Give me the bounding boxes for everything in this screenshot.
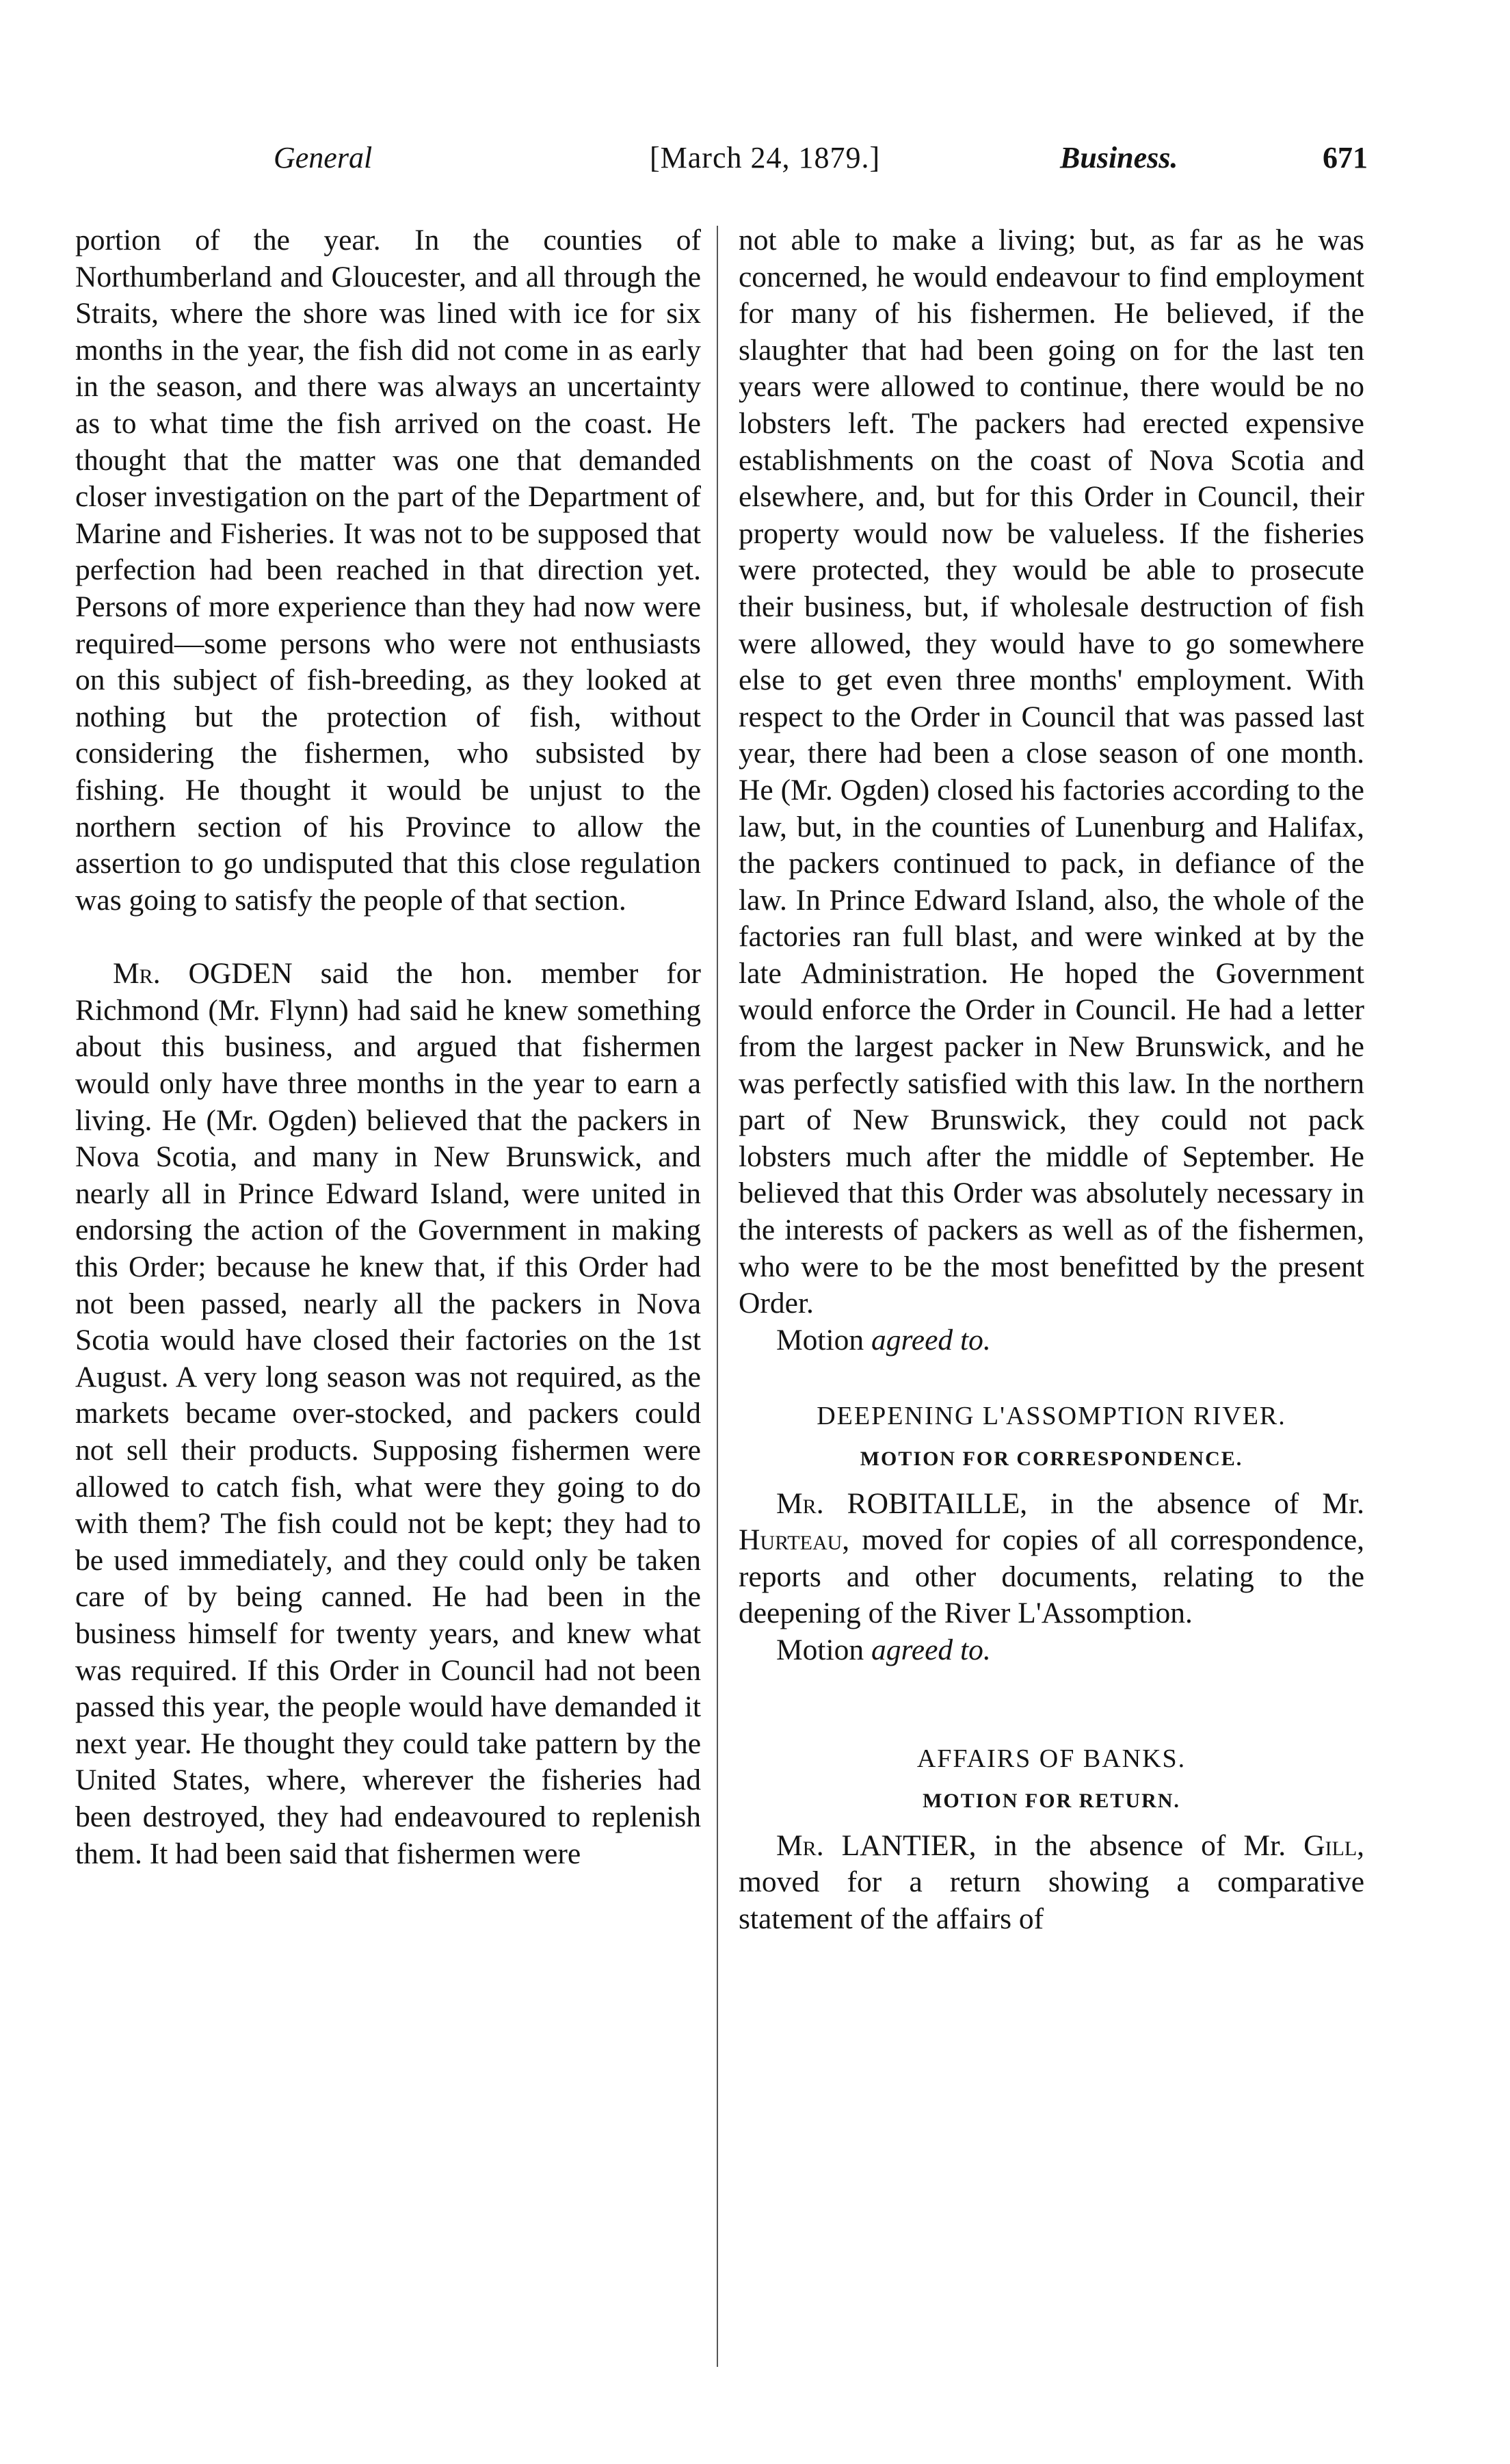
page-number: 671 [1323,141,1368,174]
paragraph-text: in the absence of Mr. [1050,1486,1365,1520]
motion-agreed-2 [739,1632,1364,1669]
running-header [75,140,1368,188]
speaker-name: Mr. LANTIER, [776,1829,977,1862]
left-paragraph-2 [75,956,701,1872]
header-date: [March 24, 1879.] [650,141,881,174]
paragraph-body: moved for a return showing a comparative statement of the affairs of [739,1865,1364,1935]
right-column [739,222,1364,1938]
right-paragraph-1: not able to make a living; but, as far as he was concerned, he would endeavour to find employment for many of his fishermen. He believed, if the slaughter that had been going on for the last ten years were allowed to continue, there would be no lobsters left. The packers had erected expensive establishments on the coast of Nova Scotia and elsewhere, and, but for this Order in Council, their property would now be valueless. If the fisheries were protected, they would be able to prosecute their business, but, if wholesale destruction of fish were allowed, they would have to go somewhere else to get even three months' employment. With respect to the Order in Council that was passed last year, there had been a close season of one month. He (Mr. Ogden) closed his factories according to the law, but, in the counties of Lunenburg and Halifax, the packers continued to pack, in defiance of the law. In Prince Edward Island, also, the whole of the factories ran full blast, and were winked at by the late Administration. He hoped the Government would enforce the Order in Council. He had a letter from the largest packer in New Brunswick, and he was perfectly satisfied with this law. In the northern part of New Brunswick, they could not pack lobsters much after the middle of September. He believed that this Order was absolutely necessary in the interests of packers as well as of the fishermen, who were to be the most benefitted by the present Order. [739,224,1364,1320]
section-heading-deepening: DEEPENING L'ASSOMPTION RIVER. [817,1402,1286,1431]
header-left-text: General [274,141,373,174]
paragraph-body: moved for copies of all correspondence, reports and other documents, relating to the deepening of the River L'Assomption. [739,1523,1364,1630]
right-paragraph-2 [739,1486,1364,1632]
column-divider [717,226,718,2367]
motion-prefix: Motion [776,1633,864,1666]
motion-agreed-1 [739,1322,1364,1359]
section-subheading-return: MOTION FOR RETURN. [923,1790,1180,1813]
motion-suffix: agreed to. [871,1633,991,1666]
left-paragraph-1: portion of the year. In the counties of Northumberland and Gloucester, and all through the Straits, where the shore was lined with ice for six months in the year, the fish did not come in as early in the season, and there was always an uncertainty as to what time the fish arrived on the coast. He thought that the matter was one that demanded closer investigation on the part of the Department of Marine and Fisheries. It was not to be supposed that perfection had been reached in that direction yet. Persons of more experience than they had now were required—some persons who were not enthusiasts on this subject of fish-breeding, as they looked at nothing but the protection of fish, without considering the fishermen, who subsisted by fishing. He thought it would be unjust to the northern section of his Province to allow the assertion to go undisputed that this close regulation was going to satisfy the people of that section. [75,224,701,917]
motion-prefix: Motion [776,1323,864,1356]
right-paragraph-3 [739,1828,1364,1938]
paragraph-body: said the hon. member for Richmond (Mr. Flynn) had said he knew something about this business, and argued that fishermen would only have three months in the year to earn a living. He (Mr. Ogden) believed that the packers in Nova Scotia, and many in New Brunswick, and nearly all in Prince Edward Island, were united in endorsing the action of the Government in making this Order; because he knew that, if this Order had not been passed, nearly all the packers in Nova Scotia would have closed their factories on the 1st August. A very long season was not required, as the markets became over-stocked, and packers could not sell their products. Supposing fishermen were allowed to catch fish, what were they going to do with them? The fish could not be kept; they had to be used immediately, and they could only be taken care of by being canned. He had been in the business himself for twenty years, and knew what was required. If this Order in Council had not been passed this year, the people would have demanded it next year. He thought they could take pattern by the United States, where, wherever the fisheries had been destroyed, they had endeavoured to replenish them. It had been said that fishermen were [75,957,701,1870]
member-name: Hurteau, [739,1523,850,1557]
header-right-text: Business. [1060,141,1178,174]
member-name: Gill, [1303,1829,1365,1862]
section-heading-banks: AFFAIRS OF BANKS. [916,1744,1187,1773]
paragraph-text: in the absence of Mr. [994,1829,1286,1862]
speaker-name: Mr. OGDEN [113,957,293,991]
motion-suffix: agreed to. [871,1323,991,1356]
speaker-name: Mr. ROBITAILLE, [776,1486,1028,1520]
left-column [75,222,701,1872]
section-subheading-correspondence: MOTION FOR CORRESPONDENCE. [860,1447,1243,1470]
